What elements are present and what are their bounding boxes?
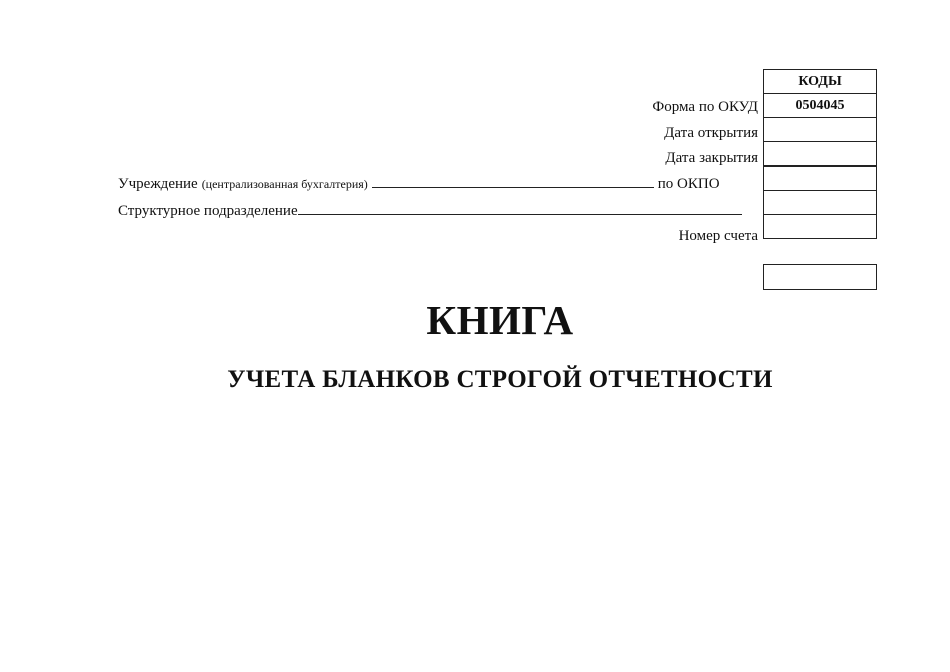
codes-table [763, 69, 877, 239]
institution-label: Учреждение [118, 176, 198, 192]
okud-label: Форма по ОКУД [652, 99, 758, 115]
okpo-label: по ОКПО [657, 176, 720, 192]
subdivision-code-cell[interactable] [763, 190, 877, 216]
institution-field[interactable] [372, 186, 654, 188]
book-title: КНИГА [426, 297, 574, 343]
codes-header: КОДЫ [763, 69, 877, 94]
extra-code-box[interactable] [763, 264, 877, 290]
okud-code-cell[interactable]: 0504045 [763, 93, 877, 119]
close-date-label: Дата закрытия [665, 150, 758, 166]
institution-note: (централизованная бухгалтерия) [201, 177, 368, 191]
open-date-label: Дата открытия [664, 125, 758, 141]
book-subtitle: УЧЕТА БЛАНКОВ СТРОГОЙ ОТЧЕТНОСТИ [227, 366, 773, 393]
subdivision-label: Структурное подразделение [118, 203, 298, 219]
subdivision-row [118, 203, 746, 220]
open-date-cell[interactable] [763, 117, 877, 143]
institution-row [118, 176, 720, 193]
subdivision-field[interactable] [298, 213, 742, 215]
close-date-cell[interactable] [763, 141, 877, 167]
okpo-cell[interactable] [763, 165, 877, 191]
account-label: Номер счета [678, 228, 758, 244]
account-number-cell[interactable] [763, 214, 877, 240]
